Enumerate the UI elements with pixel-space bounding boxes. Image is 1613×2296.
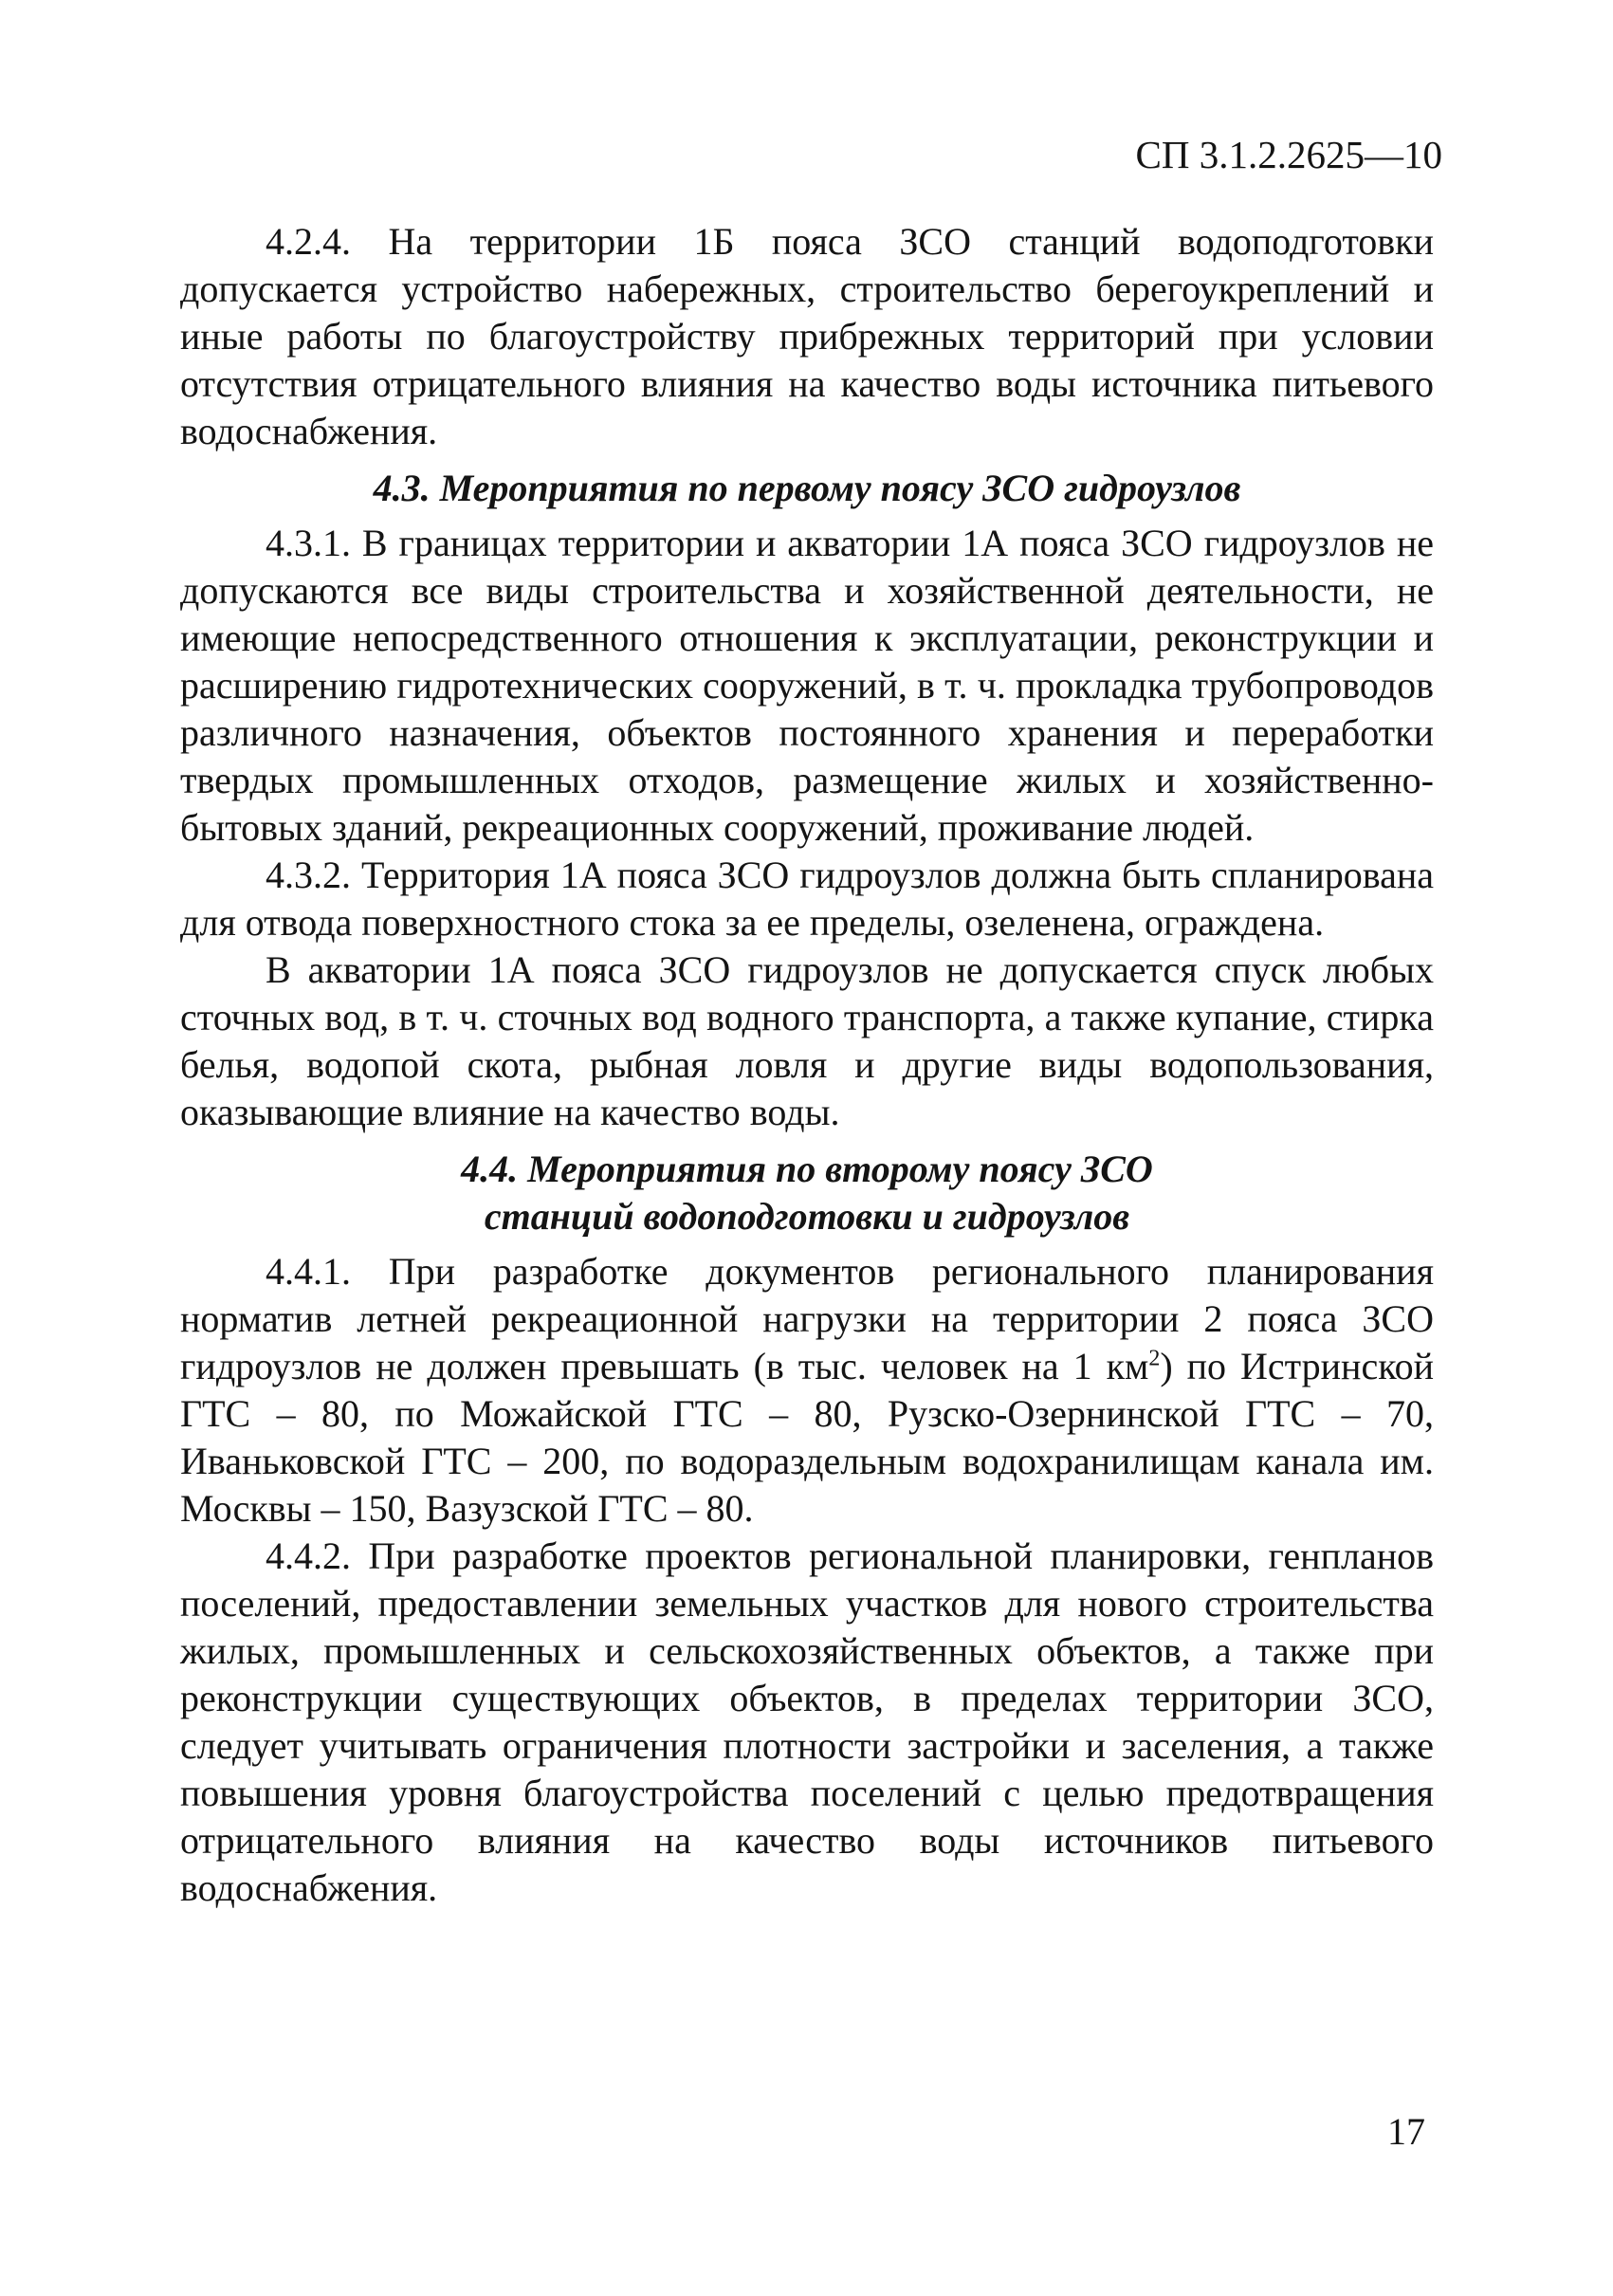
paragraph-4-3-2-continuation: В акватории 1А пояса ЗСО гидроузлов не допускается спуск любых сточных вод, в т. ч. сточных вод водного транспорта, а также купание, стирка белья, водопой скота, рыбная ловля и другие виды водопользования, оказывающие влияние на качество воды. [180,948,1434,1133]
paragraph-4-3-1: 4.3.1. В границах территории и акватории 1А пояса ЗСО гидроузлов не допускаются все виды строительства и хозяйственной деятельности, не имеющие непосредственного отношения к эксплуатации, реконструкции и расширению гидротехнических сооружений, в т. ч. прокладка трубопроводов различного назначения, объектов постоянного хранения и переработки твердых промышленных отходов, размещение жилых и хозяйственно-бытовых зданий, рекреационных сооружений, проживание людей. [180,522,1434,849]
paragraph-4-2-4: 4.2.4. На территории 1Б пояса ЗСО станций водоподготовки допускается устройство набережных, строительство берегоукреплений и иные работы по благоустройству прибрежных территорий при условии отсутствия отрицательного влияния на качество воды источника питьевого водоснабжения. [180,220,1434,452]
section-heading-4-4 [180,1146,1434,1240]
page-number: 17 [1387,2110,1425,2153]
paragraph-4-4-2: 4.4.2. При разработке проектов региональной планировки, генпланов поселений, предоставлении земельных участков для нового строительства жилых, промышленных и сельскохозяйственных объектов, а также при реконструкции существующих объектов, в пределах территории ЗСО, следует учитывать ограничения плотности застройки и заселения, а также повышения уровня благоустройства поселений с целью предотвращения отрицательного влияния на качество воды источников питьевого водоснабжения. [180,1534,1434,1909]
document-code: СП 3.1.2.2625—10 [1135,133,1442,176]
heading-line-2: станций водоподготовки и гидроузлов [484,1195,1130,1238]
paragraph-4-4-1-text-start: 4.4.1. При разработке документов регионального планирования норматив летней рекреационной нагрузки на территории 2 пояса ЗСО гидроузлов не должен превышать (в тыс. человек на 1 км [180,1250,1434,1387]
paragraph-4-4-1-text-end: ) по Истринской ГТС – 80, по Можайской ГТС – 80, Рузско-Озернинской ГТС – 70, Иваньковской ГТС – 200, по водораздельным водохранилищам канала им. Москвы – 150, Вазузской ГТС – 80. [180,1345,1435,1530]
heading-line: 4.3. Мероприятия по первому поясу ЗСО гидроузлов [373,467,1241,509]
section-heading-4-3 [180,465,1434,512]
paragraph-4-4-1 [180,1248,1434,1533]
paragraph-4-3-2: 4.3.2. Территория 1А пояса ЗСО гидроузлов должна быть спланирована для отвода поверхностного стока за ее пределы, озеленена, ограждена. [180,854,1434,944]
heading-line-1: 4.4. Мероприятия по второму поясу ЗСО [461,1148,1153,1190]
superscript-exponent: 2 [1148,1346,1161,1371]
page-body [180,218,1434,1912]
